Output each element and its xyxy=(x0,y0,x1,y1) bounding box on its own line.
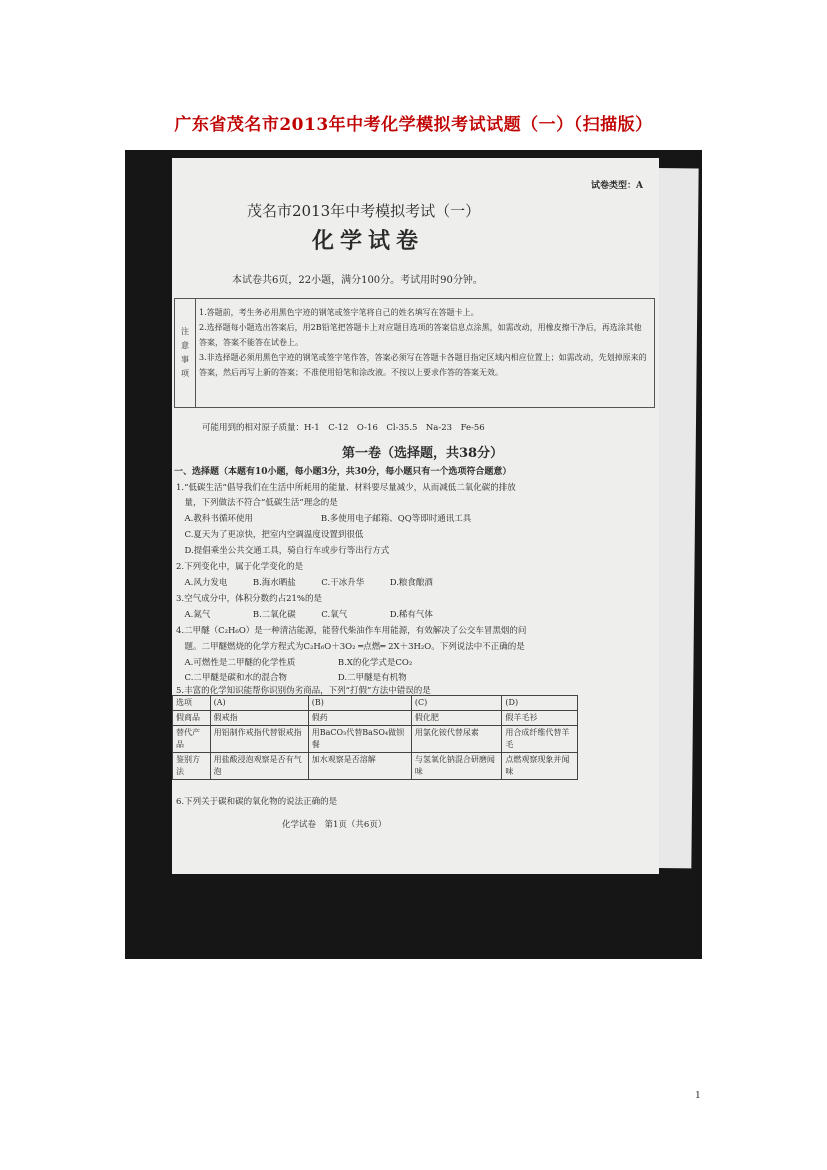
table-row xyxy=(173,696,578,711)
page-number: 1 xyxy=(695,1089,701,1101)
question-line: A.氮气 B.二氧化碳 C.氧气 D.稀有气体 xyxy=(176,610,433,620)
table-cell: (C) xyxy=(411,696,502,711)
table-cell: (A) xyxy=(210,696,308,711)
notice-label-char: 项 xyxy=(181,369,189,378)
choice-heading: 一、选择题（本题有10小题，每小题3分，共30分，每小题只有一个选项符合题意） xyxy=(174,467,512,477)
question-line: 量，下列做法不符合“低碳生活”理念的是 xyxy=(176,498,338,508)
table-cell: 假戒指 xyxy=(210,711,308,726)
question-line: A.可燃性是二甲醚的化学性质 B.X的化学式是CO₂ xyxy=(176,658,413,668)
table-cell: (D) xyxy=(502,696,578,711)
exam-info: 本试卷共6页，22小题，满分100分。考试用时90分钟。 xyxy=(232,275,483,286)
notice-list xyxy=(199,305,649,380)
notice-label-char: 注 xyxy=(181,327,189,336)
table-cell: (B) xyxy=(308,696,411,711)
atomic-masses: 可能用到的相对原子质量：H-1 C-12 O-16 Cl-35.5 Na-23 Fe-56 xyxy=(202,423,485,433)
question-line: 6.下列关于碳和碳的氧化物的说法正确的是 xyxy=(176,797,338,807)
question-line: C.夏天为了更凉快，把室内空调温度设置到很低 xyxy=(176,530,364,540)
question-line: A.教科书循环使用 B.多使用电子邮箱、QQ等即时通讯工具 xyxy=(176,514,472,524)
table-row xyxy=(173,753,578,780)
document-title: 广东省茂名市2013年中考化学模拟考试试题（一）（扫描版） xyxy=(174,115,653,135)
notice-label-char: 事 xyxy=(181,355,189,364)
page-footer: 化学试卷 第1页（共6页） xyxy=(282,820,387,830)
table-cell: 用BaCO₃代替BaSO₄做钡餐 xyxy=(308,726,411,753)
question-line: C.二甲醚是碳和水的混合物 D.二甲醚是有机物 xyxy=(176,673,407,683)
table-row xyxy=(173,711,578,726)
question-line: 5.丰富的化学知识能帮你识别伪劣商品，下列“打假”方法中错误的是 xyxy=(176,686,431,696)
scanned-exam-image xyxy=(125,150,702,959)
notice-item: 3.非选择题必须用黑色字迹的钢笔或签字笔作答，答案必须写在答题卡各题目指定区域内相应位置上；如需改动，先划掉原来的答案，然后再写上新的答案；不准使用铅笔和涂改液。不按以上要求作答的答案无效。 xyxy=(199,353,647,377)
table-cell: 选项 xyxy=(173,696,211,711)
question-line: 3.空气成分中，体积分数约占21%的是 xyxy=(176,594,323,604)
paper-type: 试卷类型：A xyxy=(591,181,643,191)
table-cell: 用合成纤维代替羊毛 xyxy=(502,726,578,753)
notice-label xyxy=(175,299,196,407)
exam-title: 茂名市2013年中考模拟考试（一） xyxy=(247,202,481,220)
table-cell: 与氢氧化钠混合研磨闻味 xyxy=(411,753,502,780)
notice-item: 1.答题前，考生务必用黑色字迹的钢笔或签字笔将自己的姓名填写在答题卡上。 xyxy=(199,308,479,317)
notice-item: 2.选择题每小题选出答案后，用2B铅笔把答题卡上对应题目选项的答案信息点涂黑，如需改动，用橡皮擦干净后，再选涂其他答案，答案不能答在试卷上。 xyxy=(199,323,642,347)
subject-title: 化学试卷 xyxy=(312,228,425,254)
table-cell: 假羊毛衫 xyxy=(502,711,578,726)
exam-paper-sheet xyxy=(172,158,659,874)
notice-label-char: 意 xyxy=(181,341,189,350)
table-cell: 加水观察是否溶解 xyxy=(308,753,411,780)
question-line: 1.“低碳生活”倡导我们在生活中所耗用的能量、材料要尽量减少，从而减低二氧化碳的排放 xyxy=(176,483,516,493)
section-title: 第一卷（选择题，共38分） xyxy=(342,446,504,461)
question-line: 4.二甲醚（C₂H₆O）是一种清洁能源，能替代柴油作车用能源，有效解决了公交车冒黑烟的问 xyxy=(176,626,527,636)
question-line: 2.下列变化中，属于化学变化的是 xyxy=(176,562,304,572)
table-cell: 用氯化铵代替尿素 xyxy=(411,726,502,753)
q5-table xyxy=(172,695,578,780)
table-cell: 假商品 xyxy=(173,711,211,726)
table-row xyxy=(173,726,578,753)
table-cell: 假化肥 xyxy=(411,711,502,726)
question-line: D.提倡乘坐公共交通工具，骑自行车或步行等出行方式 xyxy=(176,546,390,556)
table-cell: 替代产品 xyxy=(173,726,211,753)
table-cell: 点燃观察现象并闻味 xyxy=(502,753,578,780)
table-cell: 假药 xyxy=(308,711,411,726)
question-line: 题。二甲醚燃烧的化学方程式为C₂H₆O＋3O₂ ═点燃═ 2X＋3H₂O。下列说法中不正确的是 xyxy=(176,642,525,652)
notice-box xyxy=(174,298,655,408)
table-cell: 鉴别方法 xyxy=(173,753,211,780)
question-line: A.风力发电 B.海水晒盐 C.干冰升华 D.粮食酿酒 xyxy=(176,578,433,588)
table-cell: 用盐酸浸泡观察是否有气泡 xyxy=(210,753,308,780)
table-cell: 用铝制作戒指代替银戒指 xyxy=(210,726,308,753)
